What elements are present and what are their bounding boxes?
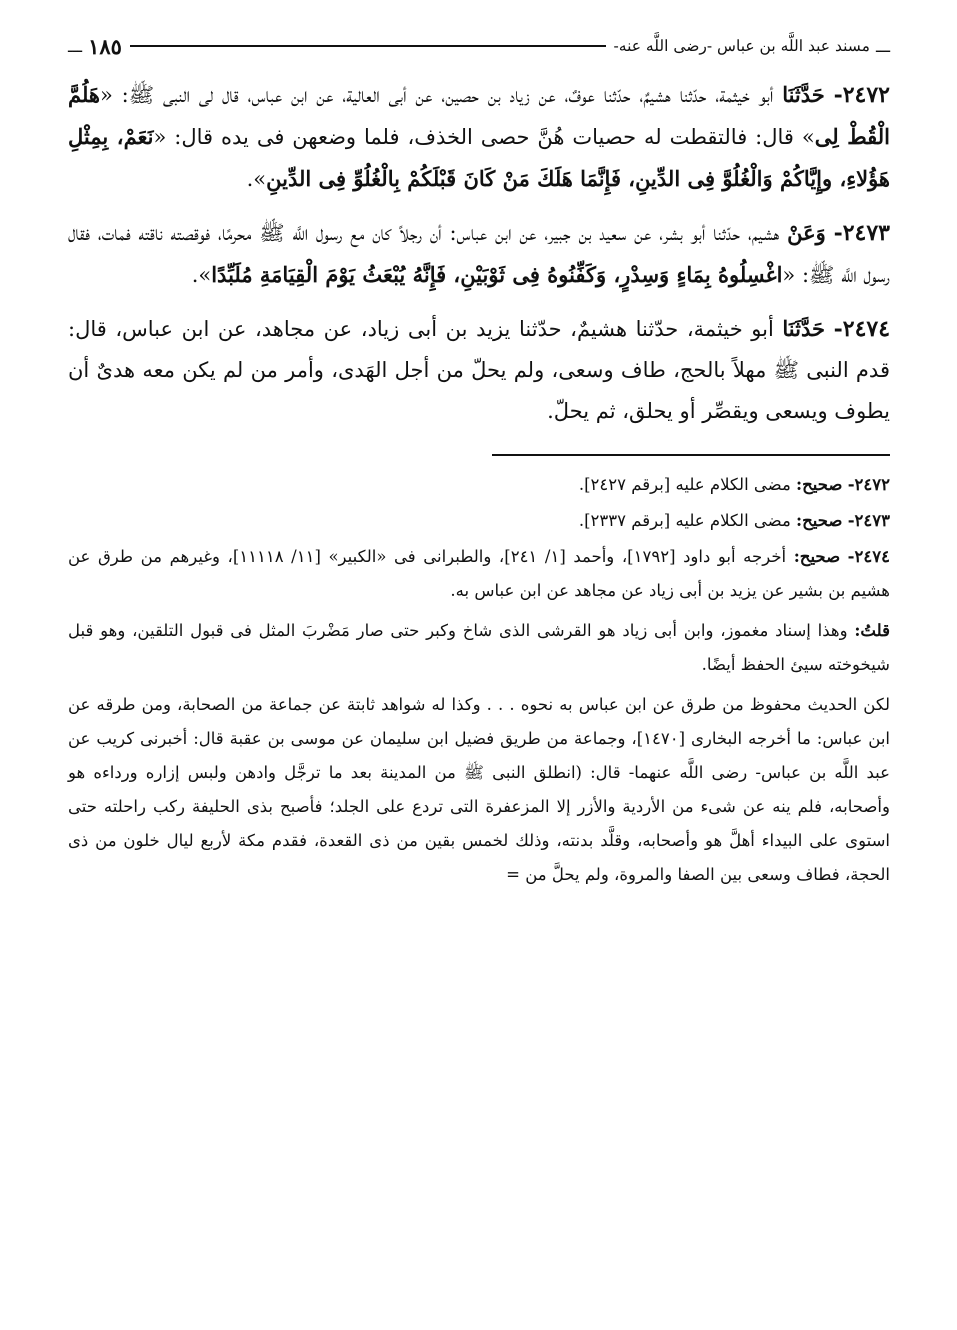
hadith-text: هشيم، حدّثنا أبو بشر، عن سعيد بن جبير، عن ابن عباس: أن رجلاً كان مع رسول اللَّه ﷺ محرمًا، فوقصته ناقته فمات، فقال رسول اللَّه ﷺ: « (68, 221, 890, 287)
hadith-text-end: ». (191, 263, 212, 287)
hadith-narration-word: وَعَنْ (787, 220, 826, 245)
prophetic-quote-2: نَعَمْ، بِمِثْلِ هَؤُلاءِ، وإِيَّاكُمْ وَالْغُلُوَّ فِى الدِّينِ، فَإِنَّمَا هَلَكَ مَنْ كَانَ قَبْلَكُمْ بِالْغُلُوِّ فِى الدِّينِ (68, 124, 890, 191)
hadith-narration-word: حَدَّثَنَا (782, 82, 825, 107)
hadith-text: أبو خيثمة، حدّثنا هشيمٌ، حدّثنا يزيد بن أبى زياد، عن مجاهد، عن ابن عباس، قال: قدم النبى ﷺ مهلاً بالحج، طاف وسعى، ولم يحلّ من أجل الهَدى، وأمر من لم يكن معه هدىٌ أن يطوف ويسعى ويقصِّر أو يحلق، ثم يحلّ. (68, 317, 890, 423)
footnote-number: ٢٤٧٢- (847, 475, 890, 494)
footnote-separator (492, 454, 890, 456)
prophetic-quote: اغْسِلُوهُ بِمَاءٍ وَسِدْرٍ، وَكَفِّنُوهُ فِى ثَوْبَيْنِ، فَإِنَّهُ يُبْعَثُ يَوْمَ الْقِيَامَةِ مُلَبِّدًا (211, 262, 783, 287)
comment-text: وهذا إسناد مغموز، وابن أبى زياد هو القرشى الذى شاخ وكبر حتى صار مَضْربَ المثل فى قبول التلقين، وهو قبل شيخوخته سيئ الحفظ أيضًا. (68, 621, 890, 674)
footnote-number: ٢٤٧٤- (847, 547, 890, 566)
footnote-2474 (68, 540, 890, 892)
hadith-2474 (68, 308, 890, 432)
hadith-2472 (68, 74, 890, 200)
header-title: مسند عبد اللَّه بن عباس -رضى اللَّه عنه- (613, 37, 870, 55)
footnote-text: مضى الكلام عليه [برقم ٢٣٣٧]. (578, 511, 797, 530)
running-header (68, 24, 890, 68)
comment-label: قلتُ: (854, 621, 890, 640)
footnotes (68, 468, 890, 892)
footnote-comment (68, 614, 890, 682)
footnote-grade: صحيح: (796, 511, 843, 530)
hadith-number: ٢٤٧٣- (833, 220, 890, 246)
hadith-number: ٢٤٧٤- (833, 316, 891, 342)
footnote-number: ٢٤٧٣- (847, 511, 890, 530)
page-number: ١٨٥ (88, 33, 122, 59)
hadith-text-end: ». (246, 167, 267, 191)
header-rule (130, 45, 606, 47)
footnote-text: مضى الكلام عليه [برقم ٢٤٢٧]. (578, 475, 797, 494)
hadith-2473 (68, 212, 890, 296)
header-trail-dash: ـــ (68, 36, 83, 56)
hadith-text-continued: » قال: فالتقطت له حصيات هُنَّ حصى الخذف، فلما وضعهن فى يده قال: « (153, 125, 815, 149)
footnote-grade: صحيح: (796, 475, 843, 494)
prophetic-quote: هَلُمَّ الْقُطْ لِى (68, 82, 890, 149)
footnote-grade: صحيح: (793, 547, 841, 566)
footnote-2473 (68, 504, 890, 538)
hadith-number: ٢٤٧٢- (833, 82, 890, 108)
header-dash: ـــ (875, 36, 890, 56)
hadith-narration-word: حَدَّثَنَا (782, 316, 825, 341)
book-page (68, 24, 890, 894)
footnote-2472 (68, 468, 890, 502)
hadith-text: أبو خيثمة، حدّثنا هشيمٌ، حدّثنا عوفٌ، عن زياد بن حصين، عن أبى العالية، عن ابن عباس، قال لى النبى ﷺ: « (100, 83, 783, 107)
footnote-text: أخرجه أبو داود [١٧٩٢]، وأحمد [١/ ٢٤١]، والطبرانى فى «الكبير» [١١/ ١١١١٨]، وغيرهم من طرق عن هشيم بن بشير عن يزيد بن أبى زياد عن مجاهد عن ابن عباس به. (68, 547, 890, 600)
footnote-paragraph: لكن الحديث محفوظ من طرق عن ابن عباس به نحوه . . . وكذا له شواهد ثابتة عن جماعة من الصحابة، ومن طرقه عن ابن عباس: ما أخرجه البخارى [١٤٧٠]، وجماعة من طريق فضيل ابن سليمان عن موسى بن عقبة قال: أخبرنى كريب عن عبد اللَّه بن عباس- رضى اللَّه عنهما- قال: (انطلق النبى ﷺ من المدينة بعد ما ترجَّل وادهن ولبس إزاره ورداءه هو وأصحابه، فلم ينه عن شىء من الأردية والأزر إلا المزعفرة التى تردع على الجلد؛ فأصبح بذى الحليفة ركب راحلته حتى استوى على البيداء أهلَّ هو وأصحابه، وقلَّد بدنته، وذلك لخمس بقين من ذى القعدة، فقدم مكة لأربع ليال خلون من ذى الحجة، فطاف وسعى بين الصفا والمروة، ولم يحلَّ من = (68, 695, 891, 884)
